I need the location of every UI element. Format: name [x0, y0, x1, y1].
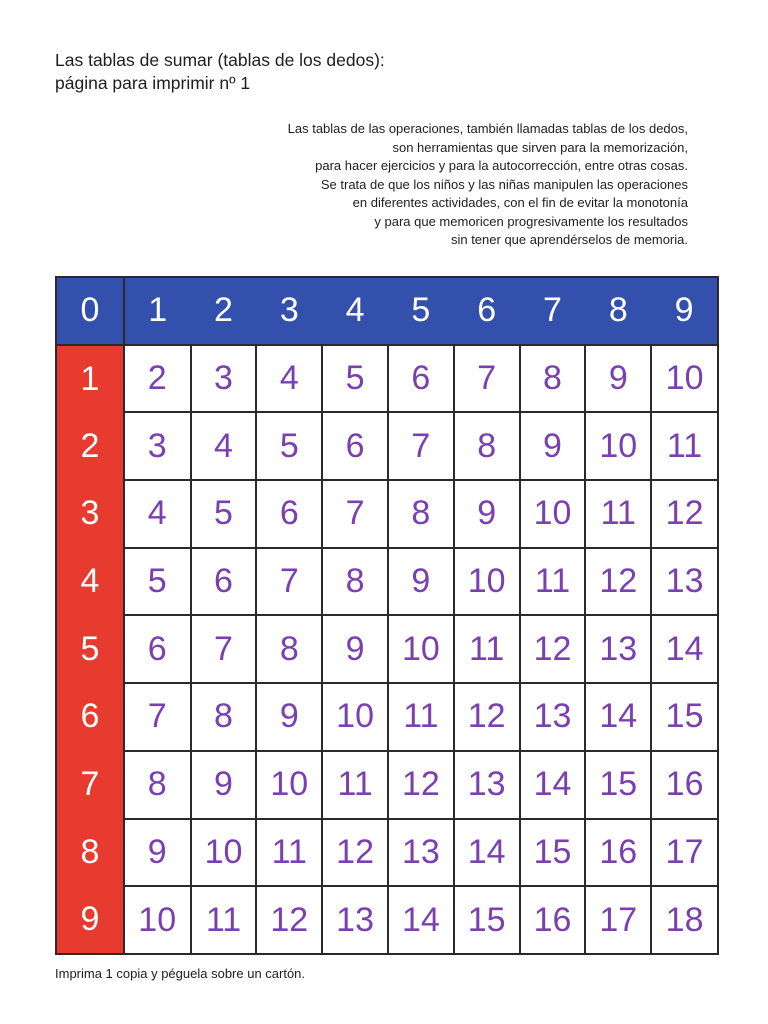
sum-cell: 7 — [256, 548, 322, 616]
sum-cell: 13 — [388, 819, 454, 887]
sum-cell: 8 — [454, 412, 520, 480]
sum-cell: 11 — [585, 480, 651, 548]
sum-cell: 6 — [322, 412, 388, 480]
column-header-cell: 4 — [322, 277, 388, 345]
header-row — [56, 277, 718, 345]
table-row — [56, 683, 718, 751]
sum-cell: 11 — [454, 615, 520, 683]
sum-cell: 7 — [454, 345, 520, 413]
column-header-cell: 5 — [388, 277, 454, 345]
row-header-cell: 5 — [56, 615, 124, 683]
page-title-line-2: página para imprimir nº 1 — [55, 73, 251, 93]
sum-cell: 8 — [520, 345, 586, 413]
sum-cell: 9 — [520, 412, 586, 480]
sum-cell: 12 — [322, 819, 388, 887]
column-header-cell: 3 — [256, 277, 322, 345]
sum-cell: 7 — [322, 480, 388, 548]
sum-cell: 13 — [322, 886, 388, 954]
sum-cell: 13 — [520, 683, 586, 751]
footer-note: Imprima 1 copia y péguela sobre un cartón. — [55, 966, 306, 981]
sum-cell: 12 — [651, 480, 718, 548]
sum-cell: 9 — [191, 751, 257, 819]
sum-cell: 6 — [388, 345, 454, 413]
sum-cell: 7 — [191, 615, 257, 683]
sum-cell: 10 — [256, 751, 322, 819]
sum-cell: 8 — [191, 683, 257, 751]
table-row — [56, 480, 718, 548]
sum-cell: 17 — [651, 819, 718, 887]
sum-cell: 9 — [256, 683, 322, 751]
sum-cell: 8 — [322, 548, 388, 616]
sum-cell: 14 — [454, 819, 520, 887]
addition-table — [55, 276, 719, 955]
sum-cell: 11 — [191, 886, 257, 954]
sum-cell: 13 — [454, 751, 520, 819]
sum-cell: 14 — [651, 615, 718, 683]
sum-cell: 8 — [124, 751, 191, 819]
sum-cell: 10 — [191, 819, 257, 887]
sum-cell: 16 — [520, 886, 586, 954]
row-header-cell: 9 — [56, 886, 124, 954]
sum-cell: 6 — [256, 480, 322, 548]
sum-cell: 15 — [454, 886, 520, 954]
sum-cell: 5 — [191, 480, 257, 548]
sum-cell: 9 — [585, 345, 651, 413]
sum-cell: 16 — [651, 751, 718, 819]
row-header-cell: 2 — [56, 412, 124, 480]
sum-cell: 3 — [124, 412, 191, 480]
table-row — [56, 345, 718, 413]
row-header-cell: 8 — [56, 819, 124, 887]
sum-cell: 12 — [585, 548, 651, 616]
intro-paragraph — [168, 120, 688, 250]
sum-cell: 11 — [256, 819, 322, 887]
sum-cell: 11 — [388, 683, 454, 751]
row-header-cell: 7 — [56, 751, 124, 819]
sum-cell: 8 — [256, 615, 322, 683]
sum-cell: 7 — [124, 683, 191, 751]
sum-cell: 10 — [322, 683, 388, 751]
sum-cell: 14 — [388, 886, 454, 954]
sum-cell: 13 — [651, 548, 718, 616]
row-header-cell: 6 — [56, 683, 124, 751]
sum-cell: 5 — [124, 548, 191, 616]
sum-cell: 10 — [124, 886, 191, 954]
intro-line: son herramientas que sirven para la memorización, — [392, 139, 688, 155]
sum-cell: 15 — [585, 751, 651, 819]
sum-cell: 9 — [124, 819, 191, 887]
sum-cell: 5 — [322, 345, 388, 413]
row-header-cell: 1 — [56, 345, 124, 413]
sum-cell: 5 — [256, 412, 322, 480]
sum-cell: 10 — [651, 345, 718, 413]
sum-cell: 10 — [454, 548, 520, 616]
sum-cell: 6 — [191, 548, 257, 616]
corner-cell: 0 — [56, 277, 124, 345]
sum-cell: 14 — [520, 751, 586, 819]
sum-cell: 2 — [124, 345, 191, 413]
intro-line: sin tener que aprendérselos de memoria. — [450, 232, 688, 247]
sum-cell: 12 — [454, 683, 520, 751]
sum-cell: 4 — [124, 480, 191, 548]
sum-cell: 7 — [388, 412, 454, 480]
table-row — [56, 548, 718, 616]
sum-cell: 11 — [651, 412, 718, 480]
row-header-cell: 3 — [56, 480, 124, 548]
intro-line: y para que memoricen progresivamente los resultados — [374, 213, 688, 229]
sum-cell: 12 — [388, 751, 454, 819]
column-header-cell: 9 — [651, 277, 718, 345]
sum-cell: 12 — [256, 886, 322, 954]
intro-line: Se trata de que los niños y las niñas manipulen las operaciones — [320, 176, 688, 192]
sum-cell: 14 — [585, 683, 651, 751]
table-row — [56, 886, 718, 954]
table-row — [56, 751, 718, 819]
sum-cell: 9 — [454, 480, 520, 548]
sum-cell: 3 — [191, 345, 257, 413]
sum-cell: 12 — [520, 615, 586, 683]
sum-cell: 10 — [520, 480, 586, 548]
page-title — [55, 49, 385, 95]
column-header-cell: 8 — [585, 277, 651, 345]
column-header-cell: 6 — [454, 277, 520, 345]
column-header-cell: 1 — [124, 277, 191, 345]
sum-cell: 11 — [322, 751, 388, 819]
row-header-cell: 4 — [56, 548, 124, 616]
sum-cell: 4 — [191, 412, 257, 480]
sum-cell: 8 — [388, 480, 454, 548]
sum-cell: 10 — [585, 412, 651, 480]
column-header-cell: 7 — [520, 277, 586, 345]
intro-line: en diferentes actividades, con el fin de evitar la monotonía — [352, 195, 688, 210]
table-row — [56, 615, 718, 683]
sum-cell: 15 — [520, 819, 586, 887]
sum-cell: 16 — [585, 819, 651, 887]
intro-line: para hacer ejercicios y para la autocorrección, entre otras cosas. — [315, 158, 688, 173]
sum-cell: 11 — [520, 548, 586, 616]
sum-cell: 4 — [256, 345, 322, 413]
sum-cell: 15 — [651, 683, 718, 751]
column-header-cell: 2 — [191, 277, 257, 345]
sum-cell: 18 — [651, 886, 718, 954]
page-title-line-1: Las tablas de sumar (tablas de los dedos): — [55, 50, 385, 70]
table-row — [56, 819, 718, 887]
sum-cell: 6 — [124, 615, 191, 683]
sum-cell: 9 — [322, 615, 388, 683]
sum-cell: 13 — [585, 615, 651, 683]
sum-cell: 17 — [585, 886, 651, 954]
sum-cell: 10 — [388, 615, 454, 683]
sum-cell: 9 — [388, 548, 454, 616]
intro-line: Las tablas de las operaciones, también llamadas tablas de los dedos, — [287, 121, 688, 136]
table-row — [56, 412, 718, 480]
